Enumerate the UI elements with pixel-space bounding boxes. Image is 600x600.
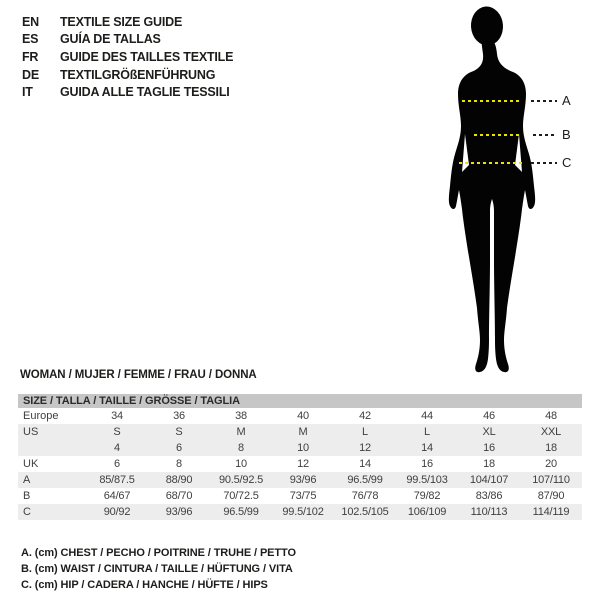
row-label: A	[23, 474, 31, 486]
table-row	[18, 456, 582, 472]
table-cell: 64/67	[103, 490, 131, 502]
table-cell: 14	[421, 442, 433, 454]
table-cell: 68/70	[165, 490, 193, 502]
table-cell: 20	[545, 458, 557, 470]
table-row	[18, 488, 582, 504]
table-cell: 73/75	[289, 490, 317, 502]
language-title: TEXTILGRÖßENFÜHRUNG	[60, 67, 216, 82]
language-code: DE	[22, 67, 39, 82]
table-cell: 93/96	[165, 506, 193, 518]
waist-line-yellow	[474, 134, 520, 136]
language-line-it	[22, 83, 233, 101]
waist-line-leader	[533, 134, 557, 136]
table-row	[18, 472, 582, 488]
table-cell: 76/78	[351, 490, 379, 502]
table-cell: L	[424, 426, 430, 438]
row-label: UK	[23, 458, 39, 470]
table-cell: 99.5/103	[406, 474, 448, 486]
table-cell: 10	[297, 442, 309, 454]
table-cell: 12	[359, 442, 371, 454]
table-cell: 93/96	[289, 474, 317, 486]
table-cell: XXL	[540, 426, 562, 438]
table-cell: 110/113	[470, 506, 508, 518]
table-cell: S	[113, 426, 121, 438]
table-cell: 14	[359, 458, 371, 470]
table-cell: 107/110	[532, 474, 570, 486]
table-cell: 10	[235, 458, 247, 470]
language-title: GUIDE DES TAILLES TEXTILE	[60, 49, 234, 64]
table-cell: M	[298, 426, 308, 438]
table-cell: S	[175, 426, 183, 438]
table-cell: 16	[421, 458, 433, 470]
language-code: ES	[22, 32, 39, 47]
table-cell: 12	[297, 458, 309, 470]
table-cell: 70/72.5	[223, 490, 259, 502]
table-cell: 40	[297, 410, 309, 422]
language-title-block	[22, 13, 233, 101]
table-cell: 90/92	[103, 506, 131, 518]
table-cell: 87/90	[537, 490, 565, 502]
legend-line: B. (cm) WAIST / CINTURA / TAILLE / HÜFTUNG / VITA	[21, 563, 293, 575]
table-row	[18, 440, 582, 456]
table-cell: 102.5/105	[341, 506, 389, 518]
table-cell: 114/119	[532, 506, 570, 518]
woman-silhouette	[420, 0, 580, 380]
table-cell: 8	[176, 458, 182, 470]
table-cell: 6	[176, 442, 182, 454]
chest-line-yellow	[462, 100, 522, 102]
row-label: US	[23, 426, 39, 438]
table-cell: 4	[114, 442, 120, 454]
table-row	[18, 504, 582, 520]
table-cell: 99.5/102	[282, 506, 324, 518]
table-cell: 44	[421, 410, 433, 422]
table-cell: 90.5/92.5	[218, 474, 264, 486]
woman-silhouette-svg	[420, 0, 580, 380]
measurement-legend	[21, 545, 296, 593]
size-table-header: SIZE / TALLA / TAILLE / GRÖSSE / TAGLIA	[18, 394, 582, 408]
table-cell: 106/109	[407, 506, 447, 518]
chest-line-leader	[531, 100, 557, 102]
table-cell: 96.5/99	[223, 506, 259, 518]
table-cell: M	[236, 426, 246, 438]
row-label: C	[23, 506, 31, 518]
label-c: C	[562, 155, 572, 170]
hip-line-leader	[531, 162, 557, 164]
table-cell: 18	[545, 442, 557, 454]
language-line-de	[22, 66, 233, 84]
language-title: TEXTILE SIZE GUIDE	[60, 14, 183, 29]
table-cell: 104/107	[469, 474, 509, 486]
language-title: GUIDA ALLE TAGLIE TESSILI	[60, 85, 230, 100]
table-cell: 36	[173, 410, 185, 422]
legend-line: C. (cm) HIP / CADERA / HANCHE / HÜFTE / HIPS	[21, 579, 268, 591]
table-cell: 42	[359, 410, 371, 422]
table-row	[18, 408, 582, 424]
legend-line: A. (cm) CHEST / PECHO / POITRINE / TRUHE / PETTO	[21, 547, 296, 559]
language-code: FR	[22, 49, 39, 64]
language-line-es	[22, 31, 233, 49]
table-cell: 46	[483, 410, 495, 422]
language-code: IT	[22, 85, 33, 100]
language-title: GUÍA DE TALLAS	[60, 32, 161, 47]
table-cell: 16	[483, 442, 495, 454]
table-cell: L	[362, 426, 368, 438]
size-table-body	[18, 408, 582, 520]
table-cell: 34	[111, 410, 123, 422]
language-code: EN	[22, 14, 39, 29]
hip-line-yellow	[459, 162, 523, 164]
table-cell: 38	[235, 410, 247, 422]
table-row	[18, 424, 582, 440]
table-cell: 6	[114, 458, 120, 470]
table-cell: 48	[545, 410, 557, 422]
silhouette-body	[449, 36, 535, 372]
table-cell: 8	[238, 442, 244, 454]
language-line-en	[22, 13, 233, 31]
table-cell: 85/87.5	[99, 474, 135, 486]
section-title: WOMAN / MUJER / FEMME / FRAU / DONNA	[20, 369, 257, 381]
table-cell: 79/82	[413, 490, 441, 502]
table-cell: 18	[483, 458, 495, 470]
size-table	[18, 394, 582, 520]
row-label: B	[23, 490, 31, 502]
row-label: Europe	[23, 410, 59, 422]
table-cell: 83/86	[475, 490, 503, 502]
label-b: B	[562, 127, 571, 142]
table-cell: 88/90	[165, 474, 193, 486]
language-line-fr	[22, 48, 233, 66]
label-a: A	[562, 93, 571, 108]
table-cell: XL	[482, 426, 496, 438]
table-cell: 96.5/99	[347, 474, 383, 486]
row-label	[18, 440, 86, 456]
